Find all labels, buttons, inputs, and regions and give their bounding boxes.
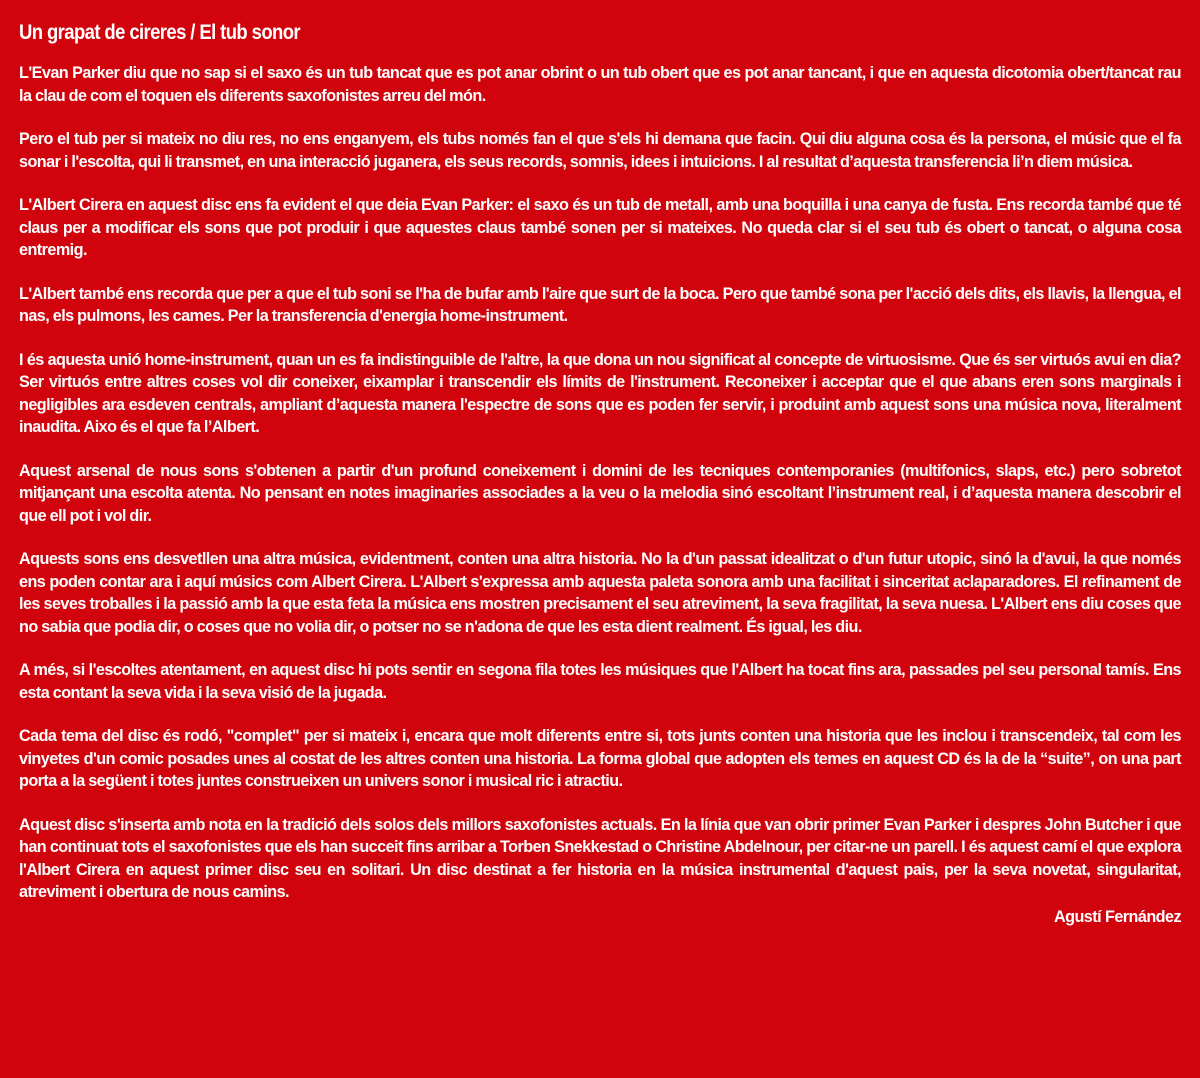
paragraph-4: L'Albert també ens recorda que per a que el tub soni se l'ha de bufar amb l'aire que surt de la boca. Pero que també sona per l'acció dels dits, els llavis, la llengua, el nas, els pulmons, les cames. Per la transferencia d'energia home-instrument. bbox=[19, 284, 1181, 325]
paragraph-10: Aquest disc s'inserta amb nota en la tradició dels solos dels millors saxofonistes actuals. En la línia que van obrir primer Evan Parker i despres John Butcher i que han continuat tots el saxofonistes que els han succeit fins arribar a Torben Snekkestad o Christine Abdelnour, per citar-ne un parell. I és aquest camí el que explora l'Albert Cirera en aquest primer disc seu en solitari. Un disc destinat a fer historia en la música instrumental d'aquest pais, per la seva novetat, singularitat, atreviment i obertura de nous camins. bbox=[19, 815, 1181, 901]
author-signature: Agustí Fernández bbox=[1053, 907, 1181, 926]
paragraph-9: Cada tema del disc és rodó, "complet" per si mateix i, encara que molt diferents entre si, tots junts conten una historia que les inclou i transcendeix, tal com les vinyetes d'un comic posades unes al costat de les altres conten una historia. La forma global que adopten els temes en aquest CD és la de la “suite”, on una part porta a la següent i totes juntes construeixen un univers sonor i musical ric i atractiu. bbox=[19, 727, 1181, 790]
paragraph-6: Aquest arsenal de nous sons s'obtenen a partir d'un profund coneixement i domini de les tecniques contemporanies (multifonics, slaps, etc.) pero sobretot mitjançant una escolta atenta. No pensant en notes imaginaries associades a la veu o la melodia sinó escoltant l’instrument real, i d’aquesta manera descobrir el que ell pot i vol dir. bbox=[19, 461, 1181, 525]
paragraph-3: L'Albert Cirera en aquest disc ens fa evident el que deia Evan Parker: el saxo és un tub de metall, amb una boquilla i una canya de fusta. Ens recorda també que té claus per a modificar els sons que pot produir i que aquestes claus també sonen per si mateixes. No queda clar si el seu tub és obert o tancat, o alguna cosa entremig. bbox=[19, 196, 1181, 259]
paragraph-5: I és aquesta unió home-instrument, quan un es fa indistinguible de l'altre, la que dona un nou significat al concepte de virtuosisme. Que és ser virtuós avui en dia? Ser virtuós entre altres coses vol dir coneixer, eixamplar i transcendir els límits de l'instrument. Reconeixer i acceptar que el que abans eren sons marginals i negligibles ara esdeven centrals, ampliant d’aquesta manera l'espectre de sons que es poden fer servir, i produint amb aquest sons una música nova, literalment inaudita. Aixo és el que fa l’Albert. bbox=[19, 350, 1181, 436]
paragraph-1: L'Evan Parker diu que no sap si el saxo és un tub tancat que es pot anar obrint o un tub obert que es pot anar tancant, i que en aquesta dicotomia obert/tancat rau la clau de com el toquen els diferents saxofonistes arreu del món. bbox=[19, 64, 1181, 105]
paragraph-2: Pero el tub per si mateix no diu res, no ens enganyem, els tubs només fan el que s'els hi demana que facin. Qui diu alguna cosa és la persona, el músic que el fa sonar i l'escolta, qui li transmet, en una interacció juganera, els seus records, somnis, idees i intuicions. I al resultat d’aquesta transferencia li’n diem música. bbox=[19, 130, 1181, 171]
paragraph-8: A més, si l'escoltes atentament, en aquest disc hi pots sentir en segona fila totes les músiques que l'Albert ha tocat fins ara, passades pel seu personal tamís. Ens esta contant la seva vida i la seva visió de la jugada. bbox=[19, 661, 1181, 702]
document-title: Un grapat de cireres / El tub sonor bbox=[19, 20, 301, 44]
paragraph-7: Aquests sons ens desvetllen una altra música, evidentment, conten una altra historia. No la d'un passat idealitzat o d'un futur utopic, sinó la d'avui, la que només ens poden contar ara i aquí músics com Albert Cirera. L'Albert s'expressa amb aquesta paleta sonora amb una facilitat i sinceritat aclaparadores. El refinament de les seves troballes i la passió amb la que esta feta la música ens mostren precisament el seu atreviment, la seva fragilitat, la seva nuesa. L'Albert ens diu coses que no sabia que podia dir, o coses que no volia dir, o potser no se n'adona de que les esta dient realment. És igual, les diu. bbox=[19, 550, 1181, 636]
